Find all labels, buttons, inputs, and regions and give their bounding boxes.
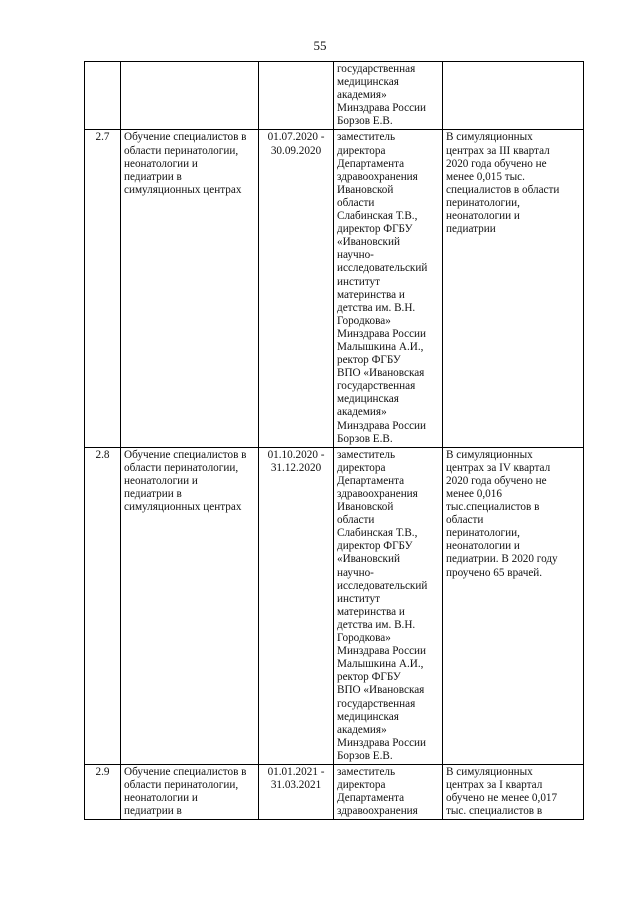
cell-task xyxy=(121,62,259,130)
text-line: области перинатологии, xyxy=(124,779,239,792)
text-line: Департамента xyxy=(337,157,405,170)
text-line: директор ФГБУ xyxy=(337,223,413,236)
text-line: области перинатологии, xyxy=(124,461,239,474)
text-line: Обучение специалистов в xyxy=(124,448,247,461)
text-line: государственная xyxy=(337,380,416,393)
text-line: 01.10.2020 - xyxy=(267,448,325,461)
cell-responsible xyxy=(334,447,443,764)
text-line: Городкова» xyxy=(337,314,391,327)
cell-task xyxy=(121,130,259,447)
text-line: 30.09.2020 xyxy=(270,144,322,157)
text-line: ВПО «Ивановская xyxy=(337,367,425,380)
text-line: исследовательский xyxy=(337,262,428,275)
text-line: Минздрава России xyxy=(337,736,427,749)
text-line: центрах за IV квартал xyxy=(446,461,551,474)
text-line: директора xyxy=(337,779,386,792)
text-line: центрах за III квартал xyxy=(446,144,550,157)
text-line: Ивановской xyxy=(337,501,394,514)
text-line: педиатрии xyxy=(446,223,496,236)
text-line: научно- xyxy=(337,566,374,579)
text-line: Борзов Е.В. xyxy=(337,115,393,128)
text-line: специалистов в области xyxy=(446,183,560,196)
text-line: центрах за I квартал xyxy=(446,779,543,792)
text-line: тыс.специалистов в xyxy=(446,501,540,514)
text-line: Борзов Е.В. xyxy=(337,749,393,762)
text-line: Слабинская Т.В., xyxy=(337,210,418,223)
text-line: ректор ФГБУ xyxy=(337,671,401,684)
text-line: Минздрава России xyxy=(337,645,427,658)
text-line: перинатологии, xyxy=(446,527,520,540)
text-line: научно- xyxy=(337,249,374,262)
text-line: заместитель xyxy=(337,448,396,461)
table-row xyxy=(85,764,584,819)
text-line: области xyxy=(446,514,484,527)
cell-result xyxy=(443,130,584,447)
cell-num xyxy=(85,62,121,130)
text-line: директор ФГБУ xyxy=(337,540,413,553)
text-line: ректор ФГБУ xyxy=(337,354,401,367)
text-line: педиатрии в xyxy=(124,805,182,818)
text-line: 01.01.2021 - xyxy=(267,765,325,778)
text-line: академия» xyxy=(337,723,387,736)
text-line: неонатологии и xyxy=(124,157,198,170)
cell-responsible xyxy=(334,130,443,447)
cell-responsible xyxy=(334,62,443,130)
text-line: 01.07.2020 - xyxy=(267,131,325,144)
text-line: симуляционных центрах xyxy=(124,183,242,196)
cell-result xyxy=(443,764,584,819)
text-line: материнства и xyxy=(337,605,405,618)
table-row-continuation xyxy=(85,62,584,130)
text-line: симуляционных центрах xyxy=(124,501,242,514)
text-line: 2020 года обучено не xyxy=(446,157,547,170)
text-line: проучено 65 врачей. xyxy=(446,566,543,579)
text-line: Обучение специалистов в xyxy=(124,765,247,778)
plan-table xyxy=(84,61,584,820)
text-line: заместитель xyxy=(337,765,396,778)
text-line: институт xyxy=(337,592,381,605)
cell-num: 2.7 xyxy=(85,130,121,447)
text-line: детства им. В.Н. xyxy=(337,301,416,314)
text-line: 31.12.2020 xyxy=(270,461,322,474)
text-line: Обучение специалистов в xyxy=(124,131,247,144)
text-line: области перинатологии, xyxy=(124,144,239,157)
text-line: директора xyxy=(337,461,386,474)
text-line: детства им. В.Н. xyxy=(337,618,416,631)
cell-result xyxy=(443,62,584,130)
cell-num: 2.9 xyxy=(85,764,121,819)
text-line: 31.03.2021 xyxy=(270,779,322,792)
text-line: Ивановской xyxy=(337,183,394,196)
text-line: Малышкина А.И., xyxy=(337,340,424,353)
text-line: медицинская xyxy=(337,76,399,89)
text-line: неонатологии и xyxy=(124,792,198,805)
text-line: ВПО «Ивановская xyxy=(337,684,425,697)
cell-dates xyxy=(259,62,334,130)
table-row xyxy=(85,447,584,764)
text-line: В симуляционных xyxy=(446,448,533,461)
text-line: перинатологии, xyxy=(446,196,520,209)
cell-responsible xyxy=(334,764,443,819)
text-line: педиатрии в xyxy=(124,170,182,183)
text-line: государственная xyxy=(337,697,416,710)
text-line: медицинская xyxy=(337,710,399,723)
text-line: Департамента xyxy=(337,792,405,805)
text-line: здравоохранения xyxy=(337,170,418,183)
cell-task xyxy=(121,447,259,764)
text-line: педиатрии. В 2020 году xyxy=(446,553,558,566)
text-line: менее 0,015 тыс. xyxy=(446,170,525,183)
cell-dates xyxy=(259,764,334,819)
text-line: менее 0,016 xyxy=(446,488,502,500)
text-line: Минздрава России xyxy=(337,419,427,432)
text-line: академия» xyxy=(337,89,387,102)
text-line: 2020 года обучено не xyxy=(446,474,547,487)
text-line: неонатологии и xyxy=(446,540,520,553)
text-line: Городкова» xyxy=(337,632,391,645)
cell-task xyxy=(121,764,259,819)
text-line: «Ивановский xyxy=(337,553,400,566)
text-line: здравоохранения xyxy=(337,805,418,818)
cell-num: 2.8 xyxy=(85,447,121,764)
text-line: Департамента xyxy=(337,474,405,487)
text-line: медицинская xyxy=(337,393,399,406)
text-line: Малышкина А.И., xyxy=(337,658,424,671)
cell-result xyxy=(443,447,584,764)
text-line: В симуляционных xyxy=(446,131,533,144)
text-line: институт xyxy=(337,275,381,288)
text-line: педиатрии в xyxy=(124,488,182,500)
text-line: Минздрава России xyxy=(337,102,427,115)
text-line: Минздрава России xyxy=(337,327,427,340)
table-row xyxy=(85,130,584,447)
text-line: здравоохранения xyxy=(337,488,418,500)
text-line: заместитель xyxy=(337,131,396,144)
text-line: директора xyxy=(337,144,386,157)
cell-dates xyxy=(259,130,334,447)
text-line: Слабинская Т.В., xyxy=(337,527,418,540)
cell-dates xyxy=(259,447,334,764)
text-line: обучено не менее 0,017 xyxy=(446,792,558,805)
text-line: области xyxy=(337,196,375,209)
text-line: Борзов Е.В. xyxy=(337,432,393,445)
text-line: государственная xyxy=(337,63,416,75)
text-line: тыс. специалистов в xyxy=(446,805,543,818)
text-line: неонатологии и xyxy=(124,474,198,487)
text-line: неонатологии и xyxy=(446,210,520,223)
text-line: исследовательский xyxy=(337,579,428,592)
text-line: В симуляционных xyxy=(446,765,533,778)
text-line: «Ивановский xyxy=(337,236,400,249)
text-line: области xyxy=(337,514,375,527)
text-line: академия» xyxy=(337,406,387,419)
page-number: 55 xyxy=(313,38,327,53)
text-line: материнства и xyxy=(337,288,405,301)
